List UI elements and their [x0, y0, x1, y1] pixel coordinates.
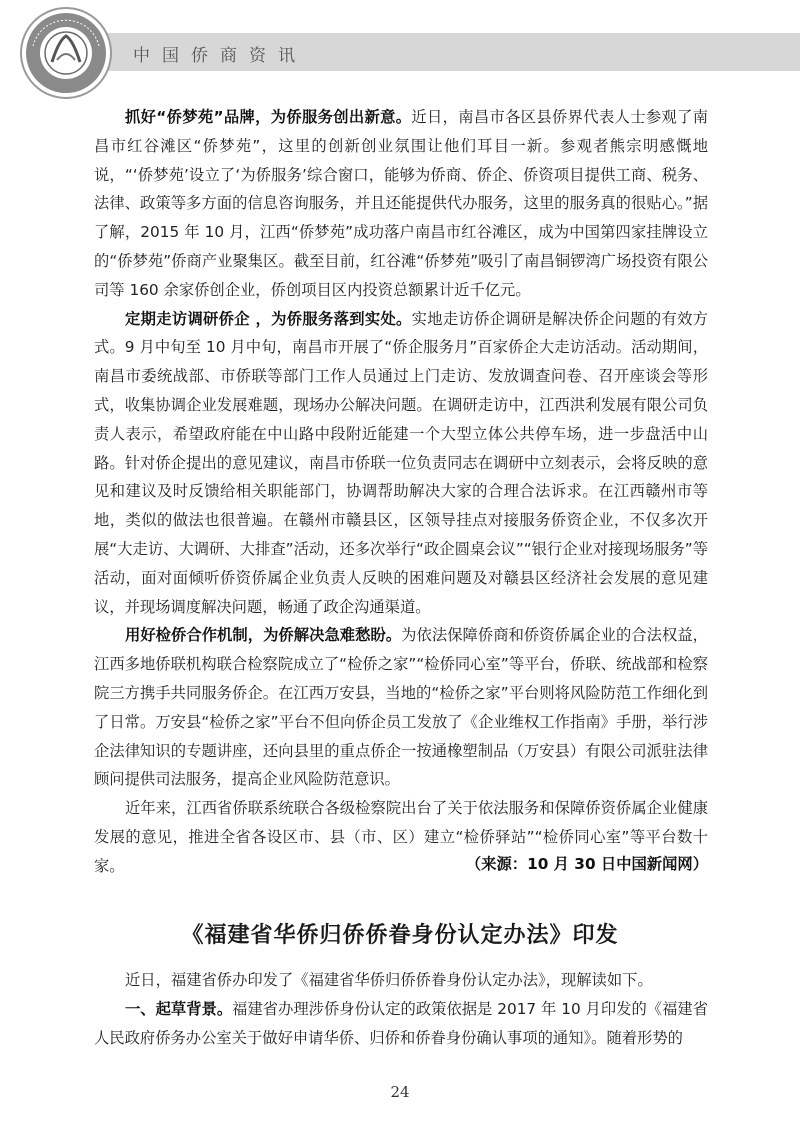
paragraph-text: 为依法保障侨商和侨资侨属企业的合法权益，江西多地侨联机构联合检察院成立了“检侨之家”“检侨同心室”等平台，侨联、统战部和检察院三方携手共同服务侨企。在江西万安县，当地的“检侨之家”平台则将风险防范工作细化到了日常。万安县“检侨之家”平台不但向侨企员工发放了《企业维权工作指南》手册，举行涉企法律知识的专题讲座，还向县里的重点侨企一按通橡塑制品（万安县）有限公司派驻法律顾问提供司法服务，提高企业风险防范意识。 [94, 626, 708, 789]
paragraph-lead: 一、起草背景。 [125, 999, 233, 1018]
article-title: 《福建省华侨归侨侨眷身份认定办法》印发 [181, 923, 619, 948]
paragraph-text: 近日，南昌市各区县侨界代表人士参观了南昌市红谷滩区“侨梦苑”，这里的创新创业氛围让他们耳目一新。参观者熊宗明感慨地说，“‘侨梦苑’设立了‘为侨服务’综合窗口，能够为侨商、侨企、侨资项目提供工商、税务、法律、政策等多方面的信息咨询服务，并且还能提供代办服务，这里的服务真的很贴心。”据了解，2015 年 10 月，江西“侨梦苑”成功落户南昌市红谷滩区，成为中国第四家挂牌设立的“侨梦苑”侨商产业聚集区。截至目前，红谷滩“侨梦苑”吸引了南昌铜锣湾广场投资有限公司等 160 余家侨创企业，侨创项目区内投资总额累计近千亿元。 [94, 108, 708, 299]
page-number: 24 [390, 1083, 410, 1101]
paragraph-text: 近年来，江西省侨联系统联合各级检察院出台了关于依法服务和保障侨资侨属企业健康发展的意见，推进全省各设区市、县（市、区）建立“检侨驿站”“检侨同心室”等平台数十家。 [94, 799, 708, 875]
section-title: 中国侨商资讯 [133, 46, 307, 66]
paragraph-lead: 抓好“侨梦苑”品牌，为侨服务创出新意。 [125, 108, 412, 126]
paragraph-text: 福建省办理涉侨身份认定的政策依据是 2017 年 10 月印发的《福建省人民政府侨务办公室关于做好申请华侨、归侨和侨眷身份确认事项的通知》。随着形势的 [94, 999, 708, 1047]
article-body [94, 966, 708, 1052]
paragraph [94, 966, 708, 995]
paragraph [94, 103, 708, 305]
paragraph [94, 995, 708, 1053]
paragraph-lead: 用好检侨合作机制，为侨解决急难愁盼。 [125, 626, 402, 645]
paragraph-text: 实地走访侨企调研是解决侨企问题的有效方式。9 月中旬至 10 月中旬，南昌市开展了“侨企服务月”百家侨企大走访活动。活动期间，南昌市委统战部、市侨联等部门工作人员通过上门走访、发放调查问卷、召开座谈会等形式，收集协调企业发展难题，现场办公解决问题。在调研走访中，江西洪利发展有限公司负责人表示，希望政府能在中山路中段附近能建一个大型立体公共停车场，进一步盘活中山路。针对侨企提出的意见建议，南昌市侨联一位负责同志在调研中立刻表示，会将反映的意见和建议及时反馈给相关职能部门，协调帮助解决大家的合理合法诉求。在江西赣州市等地，类似的做法也很普遍。在赣州市赣县区，区领导挂点对接服务侨资企业，不仅多次开展“大走访、大调研、大排查”活动，还多次举行“政企圆桌会议”“银行企业对接现场服务”等活动，面对面倾听侨资侨属企业负责人反映的困难问题及对赣县区经济社会发展的意见建议，并现场调度解决问题，畅通了政企沟通渠道。 [94, 309, 708, 616]
paragraph [94, 305, 708, 622]
paragraph-text: 近日，福建省侨办印发了《福建省华侨归侨侨眷身份认定办法》，现解读如下。 [125, 971, 653, 989]
article-body [94, 103, 708, 881]
logo-icon [19, 6, 113, 100]
paragraph [94, 621, 708, 794]
paragraph-lead: 定期走访调研侨企 ，为侨服务落到实处。 [125, 309, 412, 328]
source-citation: （来源：10 月 30 日中国新闻网） [465, 855, 708, 873]
